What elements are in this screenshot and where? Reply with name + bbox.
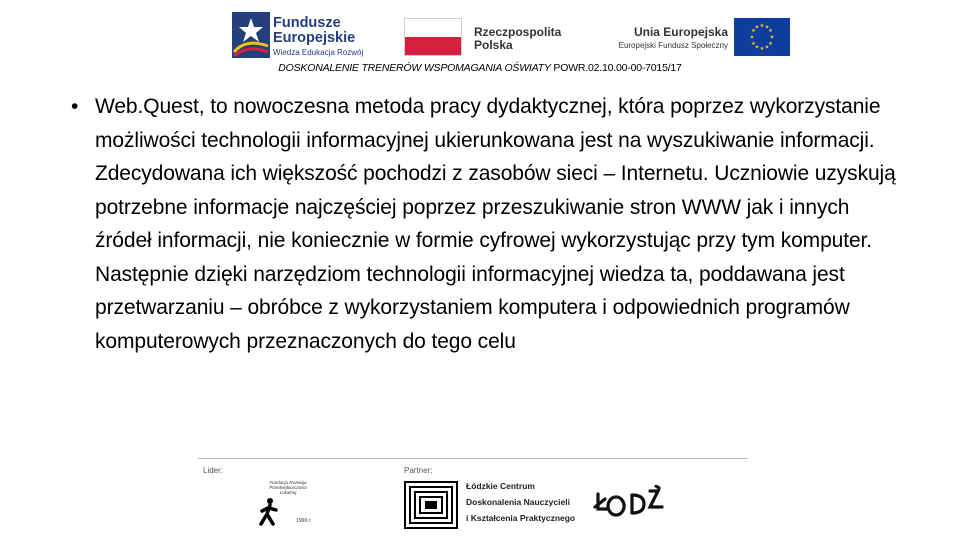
bullet-marker: • [71, 95, 79, 118]
svg-text:★: ★ [768, 41, 773, 47]
project-name: DOSKONALENIE TRENERÓW WSPOMAGANIA OŚWIATY [278, 62, 551, 74]
svg-text:★: ★ [769, 34, 775, 41]
ldc-line2: Doskonalenia Nauczycieli [466, 497, 570, 507]
unia-europejska-logo [600, 18, 790, 58]
polish-flag-icon [404, 18, 462, 56]
fe-logo-line3: Wiedza Edukacja Rozwój [273, 48, 364, 57]
lider-logo-text: Fundacja Rozwoju Przedsiębiorczości Lokalnej [269, 480, 307, 495]
ldc-line3: i Kształcenia Praktycznego [466, 513, 576, 523]
project-title [0, 62, 960, 74]
svg-text:★: ★ [759, 23, 765, 29]
ldc-line1: Łódzkie Centrum [466, 481, 535, 491]
walking-figure-icon [258, 498, 280, 526]
fe-logo-line1: Fundusze [273, 15, 341, 31]
fe-logo-line2: Europejskie [273, 30, 356, 46]
slide-content [71, 90, 911, 358]
ue-logo-line1: Unia Europejska [633, 25, 728, 39]
eu-flag-icon [734, 18, 790, 56]
svg-text:★: ★ [768, 28, 773, 34]
rp-logo-line1: Rzeczpospolita [474, 25, 562, 39]
bullet-text: Web.Quest, to nowoczesna metoda pracy dydaktycznej, która poprzez wykorzystanie możliwości technologii informacyjnej ukierunkowana jest na wyszukiwanie informacji. Zdecydowana ich większość pochodzi z zasobów sieci – Internetu. Uczniowie uzyskują potrzebne informacje najczęściej poprzez przeszukiwanie stron WWW jak i innych źródeł informacji, nie koniecznie w formie cyfrowej wykorzystując przy tym komputer. Następnie dzięki narzędziom technologii informacyjnej wiedza ta, poddawana jest przetwarzaniu – obróbce z wykorzystaniem komputera i odpowiednich programów komputerowych przeznaczonych do tego celu [95, 95, 896, 353]
svg-text:★: ★ [764, 44, 770, 51]
fe-star-mark-icon [232, 12, 270, 58]
lodz-city-logo-icon [592, 485, 666, 517]
svg-text:★: ★ [754, 44, 760, 51]
svg-text:★: ★ [754, 24, 760, 31]
rp-logo-line2: Polska [474, 38, 513, 52]
rzeczpospolita-polska-logo [404, 18, 574, 58]
ue-logo-line2: Europejski Fundusz Społeczny [618, 41, 728, 50]
svg-text:★: ★ [764, 24, 770, 31]
project-code: POWR.02.10.00-00-7015/17 [550, 62, 682, 74]
bullet-item [71, 90, 911, 358]
lider-label: Lider: [203, 466, 224, 475]
svg-text:★: ★ [749, 34, 755, 41]
partner-label: Partner: [404, 466, 433, 475]
svg-text:★: ★ [759, 46, 765, 52]
svg-text:★: ★ [751, 41, 756, 47]
svg-text:★: ★ [751, 28, 756, 34]
ldc-square-logo-icon [404, 481, 458, 529]
fundusze-europejskie-logo [232, 12, 374, 60]
lider-logo [254, 478, 316, 528]
footer-divider [198, 458, 748, 459]
lider-logo-year: 1999 r. [296, 518, 312, 524]
